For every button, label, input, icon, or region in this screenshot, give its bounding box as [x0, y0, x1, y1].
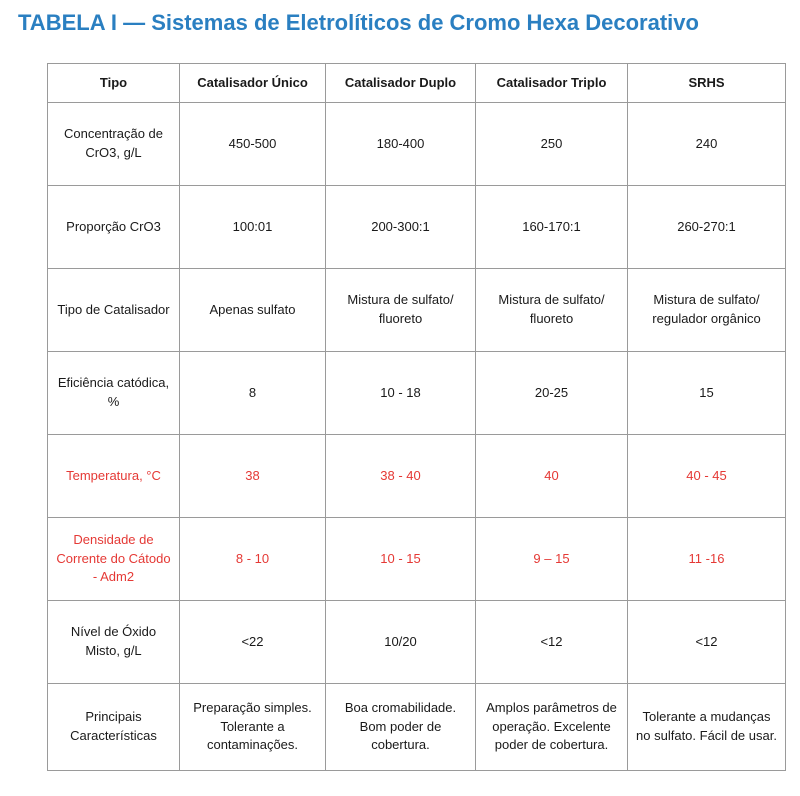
table-cell: 38 - 40	[326, 435, 476, 518]
table-cell: 10 - 18	[326, 352, 476, 435]
table-cell: 40	[476, 435, 628, 518]
table-cell: <22	[180, 601, 326, 684]
table-cell: Boa cromabilidade. Bom poder de cobertura.	[326, 684, 476, 771]
table-cell: 250	[476, 103, 628, 186]
table-cell: Apenas sulfato	[180, 269, 326, 352]
table-cell: 20-25	[476, 352, 628, 435]
table-cell: 100:01	[180, 186, 326, 269]
table-row	[48, 601, 786, 684]
table-cell: 8	[180, 352, 326, 435]
header-srhs: SRHS	[628, 64, 786, 103]
header-catalisador-triplo: Catalisador Triplo	[476, 64, 628, 103]
table-row	[48, 103, 786, 186]
table-cell: Preparação simples. Tolerante a contaminações.	[180, 684, 326, 771]
table-cell: 11 -16	[628, 518, 786, 601]
row-label-eficiencia: Eficiência catódica, %	[48, 352, 180, 435]
table-cell: 10 - 15	[326, 518, 476, 601]
table-title: TABELA I — Sistemas de Eletrolíticos de Cromo Hexa Decorativo	[18, 10, 699, 35]
table-cell: 38	[180, 435, 326, 518]
table-cell: Mistura de sulfato/ regulador orgânico	[628, 269, 786, 352]
table-row-highlighted	[48, 435, 786, 518]
table-cell: 200-300:1	[326, 186, 476, 269]
table-cell: 180-400	[326, 103, 476, 186]
data-table	[47, 63, 786, 771]
table-row	[48, 352, 786, 435]
data-table-container	[47, 63, 785, 771]
row-label-nivel-oxido: Nível de Óxido Misto, g/L	[48, 601, 180, 684]
table-cell: 450-500	[180, 103, 326, 186]
table-cell: Tolerante a mudanças no sulfato. Fácil de usar.	[628, 684, 786, 771]
table-cell: <12	[628, 601, 786, 684]
row-label-caracteristicas: Principais Características	[48, 684, 180, 771]
table-row	[48, 684, 786, 771]
table-cell: <12	[476, 601, 628, 684]
table-cell: 15	[628, 352, 786, 435]
table-cell: 9 – 15	[476, 518, 628, 601]
table-cell: 40 - 45	[628, 435, 786, 518]
header-catalisador-duplo: Catalisador Duplo	[326, 64, 476, 103]
row-label-concentracao: Concentração de CrO3, g/L	[48, 103, 180, 186]
table-cell: 8 - 10	[180, 518, 326, 601]
table-cell: 260-270:1	[628, 186, 786, 269]
table-cell: 240	[628, 103, 786, 186]
table-header-row	[48, 64, 786, 103]
row-label-temperatura: Temperatura, °C	[48, 435, 180, 518]
table-row	[48, 186, 786, 269]
table-cell: 160-170:1	[476, 186, 628, 269]
row-label-densidade: Densidade de Corrente do Cátodo - Adm2	[48, 518, 180, 601]
table-cell: Mistura de sulfato/ fluoreto	[476, 269, 628, 352]
row-label-tipo-catalisador: Tipo de Catalisador	[48, 269, 180, 352]
table-cell: 10/20	[326, 601, 476, 684]
table-cell: Amplos parâmetros de operação. Excelente poder de cobertura.	[476, 684, 628, 771]
header-tipo: Tipo	[48, 64, 180, 103]
row-label-proporcao: Proporção CrO3	[48, 186, 180, 269]
table-cell: Mistura de sulfato/ fluoreto	[326, 269, 476, 352]
table-row	[48, 269, 786, 352]
header-catalisador-unico: Catalisador Único	[180, 64, 326, 103]
table-row-highlighted	[48, 518, 786, 601]
